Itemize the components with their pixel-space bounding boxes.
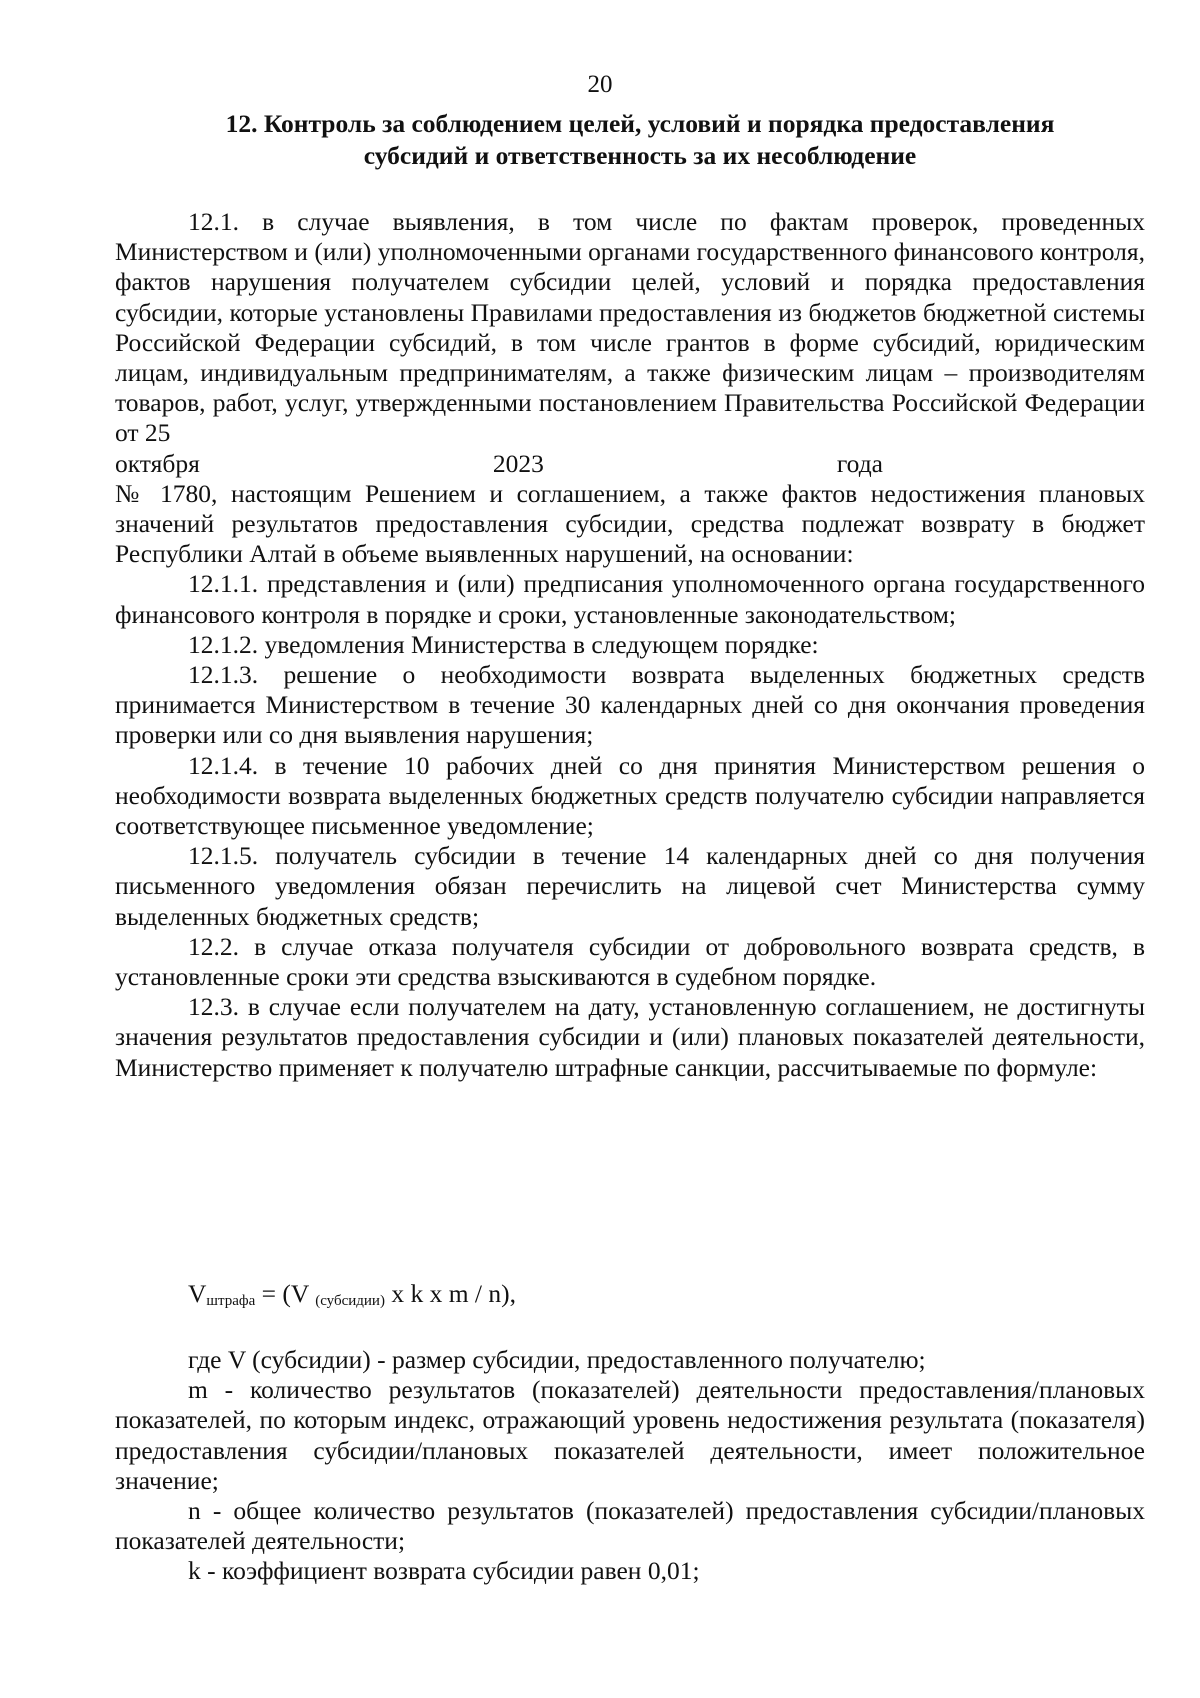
- definition-v: где V (субсидии) - размер субсидии, предоставленного получателю;: [188, 1345, 926, 1374]
- date-month: октября: [115, 448, 200, 478]
- paragraph-12-1-intro: 12.1. в случае выявления, в том числе по фактам проверок, проведенных Министерством и (или) уполномоченными органами государственного финансового контроля, фактов нарушения получателем субсидии целей, условий и порядка предоставления субсидии, которые установлены Правилами предоставления из бюджетов бюджетной системы Российской Федерации субсидий, в том числе грантов в форме субсидий, юридическим лицам, индивидуальным предпринимателям, а также физическим лицам – производителям товаров, работ, услуг, утвержденными постановлением Правительства Российской Федерации от 25: [115, 207, 1145, 448]
- document-body: [115, 207, 1145, 1083]
- formula-definitions: [115, 1345, 1145, 1587]
- definition-m: m - количество результатов (показателей) деятельности предоставления/плановых показателей, по которым индекс, отражающий уровень недостижения результата (показателя) предоставления субсидии/плановых показателей деятельности, имеет положительное значение;: [115, 1375, 1145, 1495]
- penalty-formula: [188, 1278, 516, 1317]
- paragraph-12-3: 12.3. в случае если получателем на дату, установленную соглашением, не достигнуты значения результатов предоставления субсидии и (или) плановых показателей деятельности, Министерство применяет к получателю штрафные санкции, рассчитываемые по формуле:: [115, 992, 1145, 1082]
- formula-equals: = (V: [255, 1279, 316, 1308]
- paragraph-12-1-4: 12.1.4. в течение 10 рабочих дней со дня принятия Министерством решения о необходимости возврата выделенных бюджетных средств получателю субсидии направляется соответствующее письменное уведомление;: [115, 750, 1145, 841]
- paragraph-12-2: 12.2. в случае отказа получателя субсидии от добровольного возврата средств, в установленные сроки эти средства взыскиваются в судебном порядке.: [115, 931, 1145, 992]
- formula-subsidy-subscript: (субсидии): [315, 1293, 385, 1309]
- date-word: года: [836, 448, 883, 478]
- paragraph-12-1-5: 12.1.5. получатель субсидии в течение 14 календарных дней со дня получения письменного уведомления обязан перечислить на лицевой счет Министерства сумму выделенных бюджетных средств;: [115, 841, 1145, 931]
- formula-v: V: [188, 1279, 207, 1308]
- date-year: 2023: [492, 448, 544, 478]
- formula-v-subscript: штрафа: [206, 1293, 256, 1309]
- definition-n: n - общее количество результатов (показателей) предоставления субсидии/плановых показателей деятельности;: [115, 1496, 1145, 1556]
- paragraph-12-1-3: 12.1.3. решение о необходимости возврата выделенных бюджетных средств принимается Министерством в течение 30 календарных дней со дня окончания проведения проверки или со дня выявления нарушения;: [115, 660, 1145, 750]
- definition-k: k - коэффициент возврата субсидии равен 0,01;: [188, 1556, 700, 1586]
- section-heading: 12. Контроль за соблюдением целей, условий и порядка предоставления субсидий и ответственность за их несоблюдение: [225, 109, 1055, 170]
- formula-rest: x k x m / n),: [384, 1279, 517, 1308]
- page-number: 20: [587, 71, 613, 98]
- paragraph-12-1-continued: № 1780, настоящим Решением и соглашением, а также фактов недостижения плановых значений результатов предоставления субсидии, средства подлежат возврату в бюджет Республики Алтай в объеме выявленных нарушений, на основании:: [115, 478, 1145, 569]
- paragraph-12-1-2: 12.1.2. уведомления Министерства в следующем порядке:: [188, 629, 819, 659]
- paragraph-12-1-1: 12.1.1. представления и (или) предписания уполномоченного органа государственного финансового контроля в порядке и сроки, установленные законодательством;: [115, 569, 1145, 629]
- date-line: [115, 449, 883, 479]
